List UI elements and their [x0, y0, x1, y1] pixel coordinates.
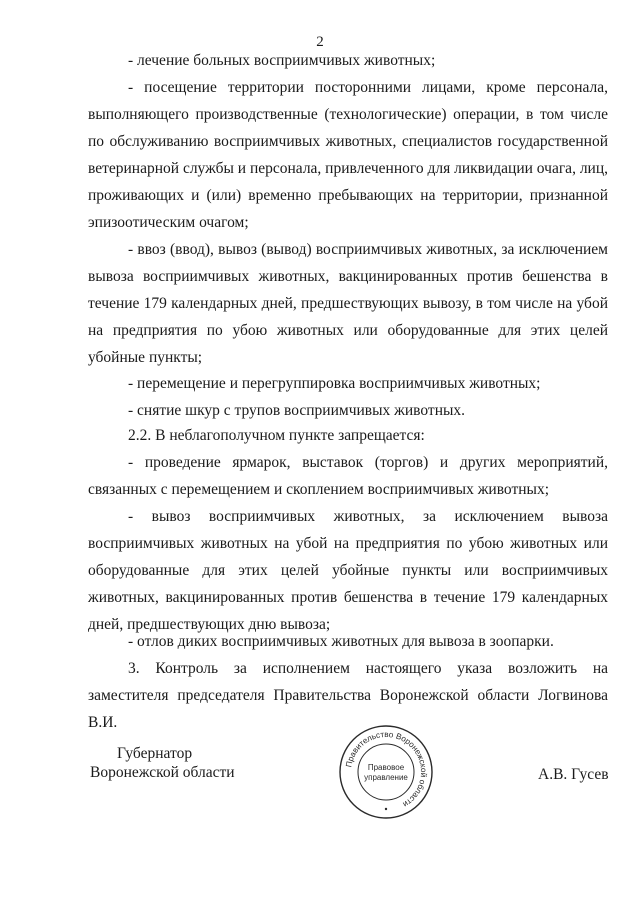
- legal-department-stamp: [338, 724, 434, 820]
- page-number: 2: [316, 34, 324, 50]
- paragraph-import-export: - ввоз (ввод), вывоз (вывод) восприимчивых животных, за исключением вывоза восприимчивых животных, вакцинированных против бешенства в течение 179 календарных дней, предшествующих вывозу, в том числе на убой на предприятия по убою животных или оборудованные для этих целей убойные пункты;: [88, 241, 608, 366]
- paragraph-treatment: - лечение больных восприимчивых животных;: [128, 52, 436, 69]
- stamp-center-line-2: управление: [364, 773, 408, 782]
- paragraph-section-2-2: 2.2. В неблагополучном пункте запрещается:: [128, 427, 425, 444]
- paragraph-skinning: - снятие шкур с трупов восприимчивых животных.: [128, 402, 466, 419]
- paragraph-export-ban: - вывоз восприимчивых животных, за исключением вывоза восприимчивых животных на убой на предприятия по убою животных или оборудованные для этих целей убойные пункты или восприимчивых животных, вакцинированных против бешенства в течение 179 календарных дней, предшествующих дню вывоза;: [88, 508, 608, 633]
- paragraph-wild-animals: - отлов диких восприимчивых животных для вывоза в зоопарки.: [128, 633, 554, 650]
- stamp-star-icon: [385, 808, 387, 810]
- stamp-center-line-1: Правовое: [367, 763, 405, 772]
- paragraph-visiting-ban: - посещение территории посторонними лицами, кроме персонала, выполняющего производственные (технологические) операции, в том числе по обслуживанию восприимчивых животных, специалистов государственной ветеринарной службы и персонала, привлеченного для ликвидации очага, лиц, проживающих и (или) временно пребывающих на территории, признанной эпизоотическим очагом;: [88, 79, 609, 231]
- signer-name: А.В. Гусев: [538, 766, 609, 783]
- stamp-ring-text: Правительство Воронежской области: [344, 729, 429, 810]
- signer-title-region: Воронежской области: [90, 764, 235, 781]
- paragraph-regrouping: - перемещение и перегруппировка восприимчивых животных;: [128, 375, 541, 392]
- paragraph-fairs-ban: - проведение ярмарок, выставок (торгов) и других мероприятий, связанных с перемещением и скоплением восприимчивых животных;: [88, 454, 608, 498]
- paragraph-control: 3. Контроль за исполнением настоящего указа возложить на заместителя председателя Правительства Воронежской области Логвинова В.И.: [88, 660, 608, 731]
- signer-title-governor: Губернатор: [117, 745, 193, 762]
